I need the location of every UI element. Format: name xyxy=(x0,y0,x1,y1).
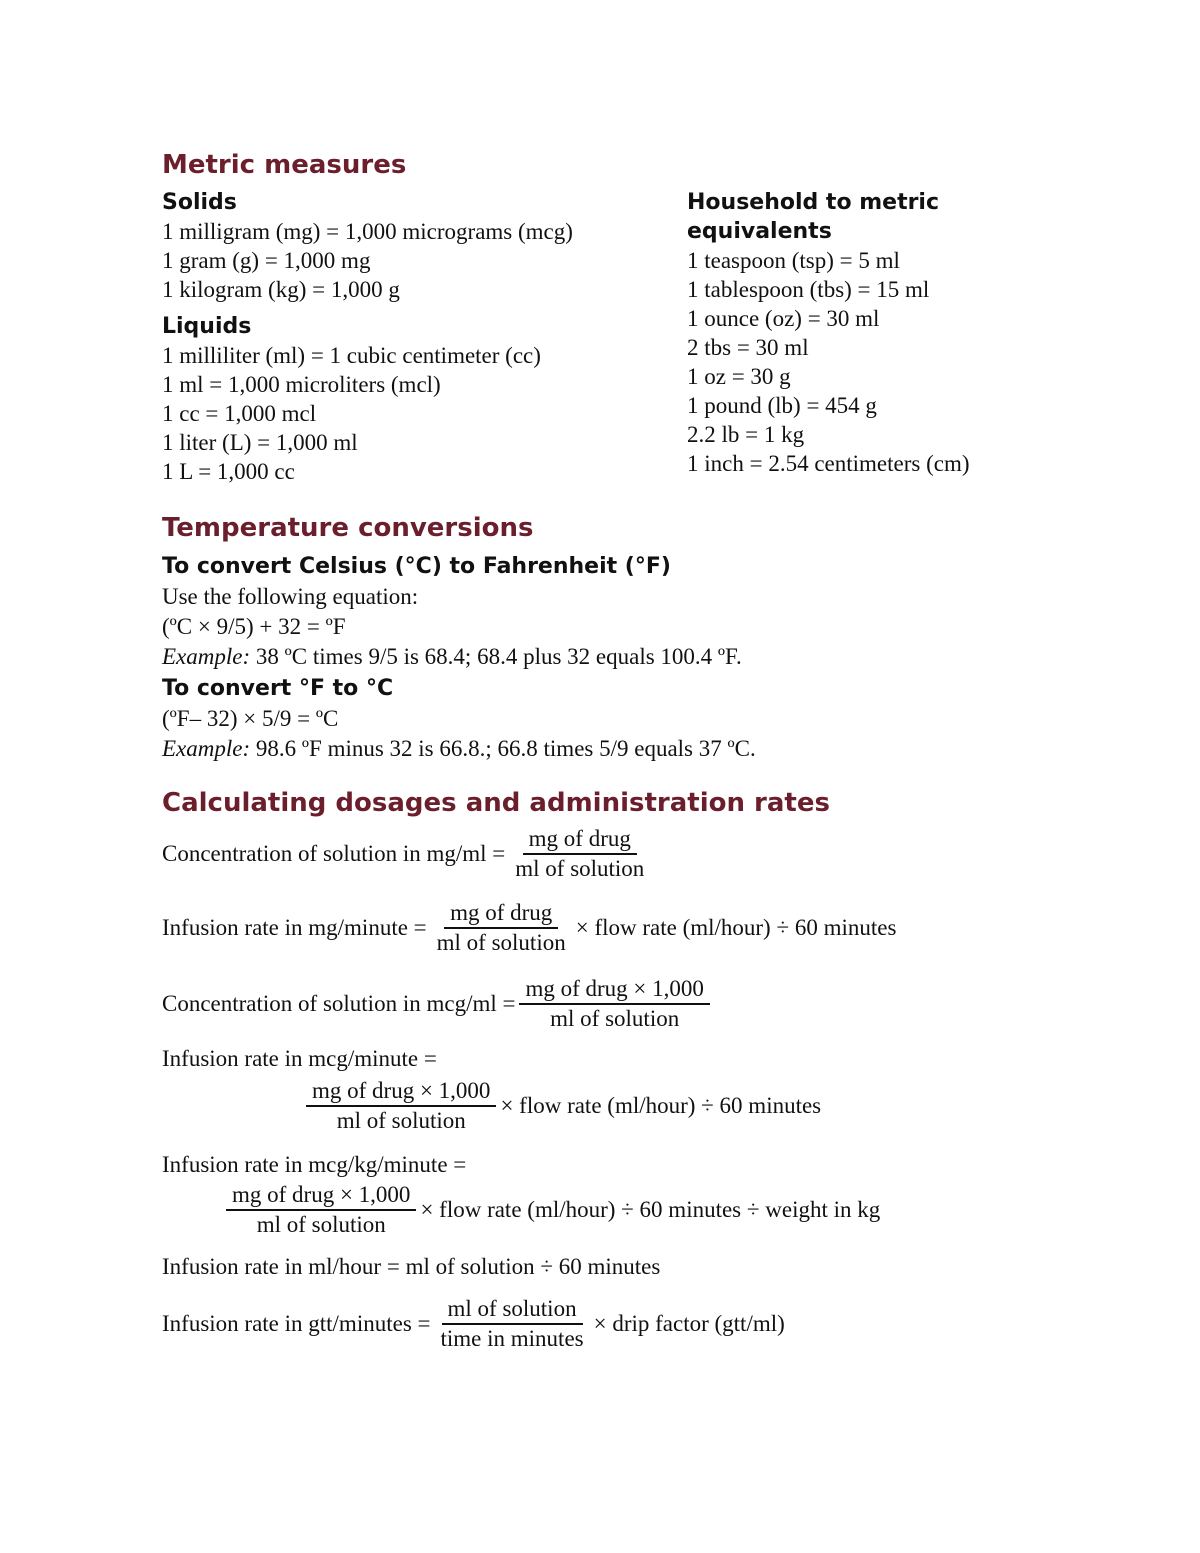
formula-suffix: × drip factor (gtt/ml) xyxy=(593,1311,785,1336)
c-to-f-section xyxy=(162,552,742,672)
c-to-f-heading: To convert Celsius (°C) to Fahrenheit (°F) xyxy=(162,554,671,579)
numerator: mg of drug × 1,000 xyxy=(226,1182,416,1211)
numerator: ml of solution xyxy=(442,1296,583,1325)
numerator: mg of drug xyxy=(444,900,558,929)
solids-line: 1 milligram (mg) = 1,000 micrograms (mcg) xyxy=(162,219,573,244)
example-text: 38 ºC times 9/5 is 68.4; 68.4 plus 32 equals 100.4 ºF. xyxy=(250,644,742,669)
denominator: time in minutes xyxy=(440,1326,584,1351)
liquids-line: 1 liter (L) = 1,000 ml xyxy=(162,430,358,455)
metric-measures-title: Metric measures xyxy=(162,150,407,180)
household-line: 1 pound (lb) = 454 g xyxy=(687,393,877,418)
liquids-line: 1 cc = 1,000 mcl xyxy=(162,401,317,426)
fraction xyxy=(519,976,709,1032)
f-to-c-example xyxy=(162,734,756,764)
solids-section xyxy=(162,188,573,304)
fraction xyxy=(226,1182,416,1238)
household-line: 1 inch = 2.54 centimeters (cm) xyxy=(687,451,970,476)
c-to-f-equation: (ºC × 9/5) + 32 = ºF xyxy=(162,614,346,639)
formula-suffix: × flow rate (ml/hour) ÷ 60 minutes xyxy=(575,915,897,940)
example-label: Example: xyxy=(162,644,251,669)
c-to-f-example xyxy=(162,642,742,672)
formula-mcg-per-kg-minute xyxy=(222,1182,880,1238)
household-line: 1 tablespoon (tbs) = 15 ml xyxy=(687,277,930,302)
formula-label: Infusion rate in mg/minute = xyxy=(162,915,427,940)
fraction xyxy=(431,900,572,956)
denominator: ml of solution xyxy=(550,1006,680,1031)
formula-mcg-per-kg-minute-label: Infusion rate in mcg/kg/minute = xyxy=(162,1152,467,1177)
formula-mcg-per-ml xyxy=(162,976,714,1032)
household-line: 1 ounce (oz) = 30 ml xyxy=(687,306,880,331)
household-heading: Household to metric xyxy=(687,190,940,215)
solids-heading: Solids xyxy=(162,190,237,215)
solids-line: 1 kilogram (kg) = 1,000 g xyxy=(162,277,400,302)
household-line: 1 oz = 30 g xyxy=(687,364,791,389)
numerator: mg of drug × 1,000 xyxy=(519,976,709,1005)
f-to-c-heading: To convert °F to °C xyxy=(162,676,394,701)
formula-mg-per-minute xyxy=(162,900,896,956)
fraction xyxy=(306,1078,496,1134)
formula-label: Infusion rate in gtt/minutes = xyxy=(162,1311,431,1336)
numerator: mg of drug × 1,000 xyxy=(306,1078,496,1107)
c-to-f-intro: Use the following equation: xyxy=(162,584,419,609)
fraction xyxy=(435,1296,590,1352)
f-to-c-section xyxy=(162,674,756,764)
household-line: 2.2 lb = 1 kg xyxy=(687,422,805,447)
formula-suffix: × flow rate (ml/hour) ÷ 60 minutes ÷ weight in kg xyxy=(420,1197,881,1222)
denominator: ml of solution xyxy=(256,1212,386,1237)
fraction xyxy=(509,826,650,882)
formula-mcg-per-minute-label: Infusion rate in mcg/minute = xyxy=(162,1046,437,1071)
solids-line: 1 gram (g) = 1,000 mg xyxy=(162,248,371,273)
formula-label: Concentration of solution in mcg/ml = xyxy=(162,991,516,1016)
liquids-line: 1 L = 1,000 cc xyxy=(162,459,295,484)
denominator: ml of solution xyxy=(436,930,566,955)
liquids-line: 1 milliliter (ml) = 1 cubic centimeter (cc) xyxy=(162,343,541,368)
denominator: ml of solution xyxy=(336,1108,466,1133)
formula-mcg-per-minute xyxy=(302,1078,821,1134)
numerator: mg of drug xyxy=(523,826,637,855)
example-text: 98.6 ºF minus 32 is 66.8.; 66.8 times 5/9 equals 37 ºC. xyxy=(250,736,756,761)
liquids-heading: Liquids xyxy=(162,314,252,339)
liquids-section xyxy=(162,312,541,486)
formula-label: Concentration of solution in mg/ml = xyxy=(162,841,506,866)
formula-gtt-per-minute xyxy=(162,1296,785,1352)
household-heading-cont: equivalents xyxy=(687,219,832,244)
example-label: Example: xyxy=(162,736,251,761)
liquids-line: 1 ml = 1,000 microliters (mcl) xyxy=(162,372,441,397)
formula-suffix: × flow rate (ml/hour) ÷ 60 minutes xyxy=(500,1093,822,1118)
dosage-title: Calculating dosages and administration rates xyxy=(162,788,830,818)
formula-ml-per-hour: Infusion rate in ml/hour = ml of solution ÷ 60 minutes xyxy=(162,1254,661,1279)
household-line: 2 tbs = 30 ml xyxy=(687,335,809,360)
denominator: ml of solution xyxy=(515,856,645,881)
household-line: 1 teaspoon (tsp) = 5 ml xyxy=(687,248,900,273)
household-section xyxy=(687,188,970,478)
temperature-title: Temperature conversions xyxy=(162,513,534,543)
f-to-c-equation: (ºF– 32) × 5/9 = ºC xyxy=(162,706,339,731)
formula-mg-per-ml xyxy=(162,826,654,882)
